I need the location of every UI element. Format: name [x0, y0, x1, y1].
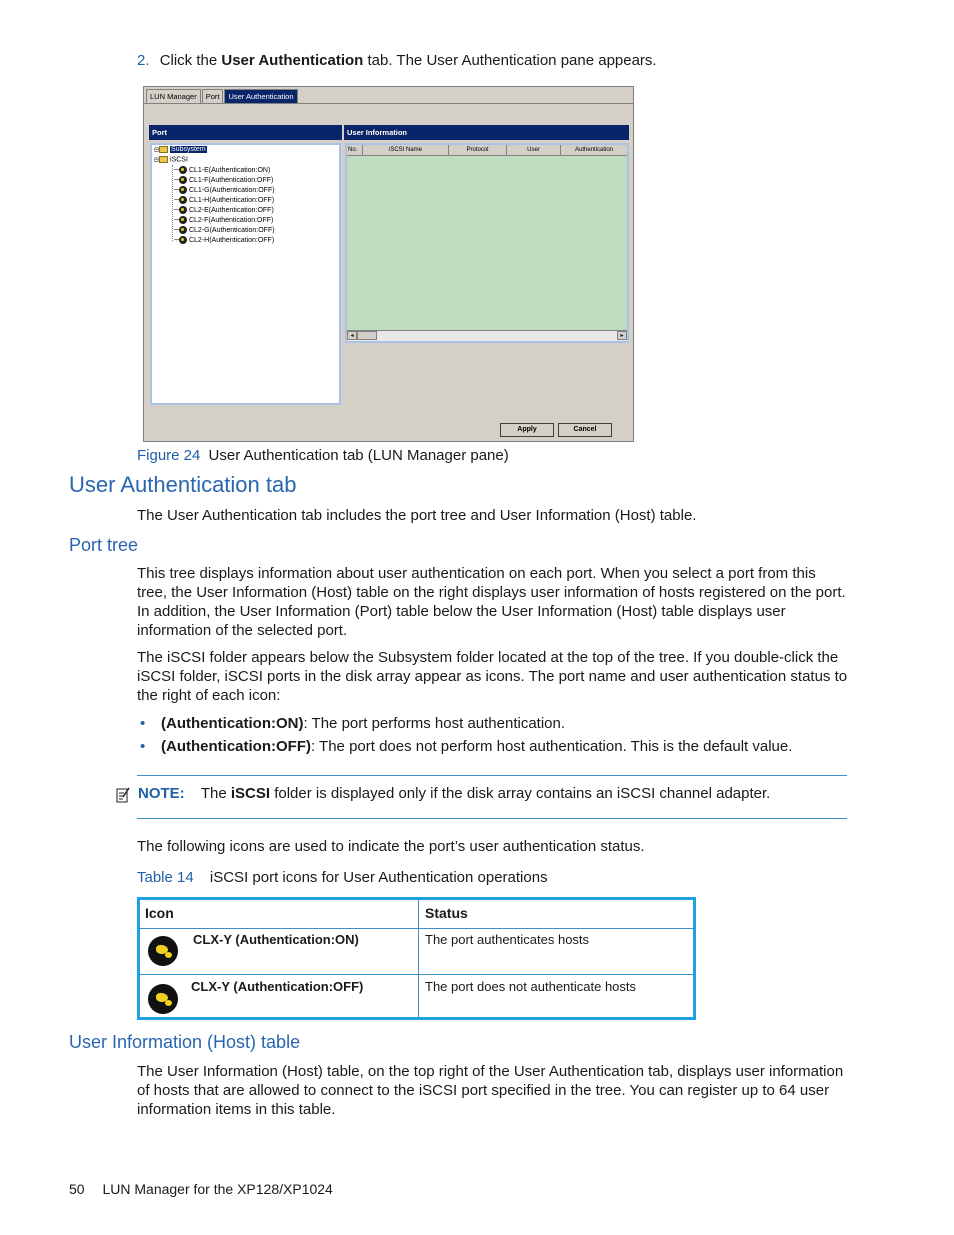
col-protocol[interactable]: Protocol: [449, 145, 507, 155]
note-rule-bottom: [137, 818, 847, 819]
step-line: [137, 51, 657, 70]
tree-port-label: CL2-G(Authentication:OFF): [188, 226, 275, 234]
tree-port[interactable]: ─ CL2-E(Authentication:OFF): [174, 206, 274, 214]
col-user[interactable]: User: [507, 145, 561, 155]
note-bold: iSCSI: [230, 785, 271, 802]
user-info-pane-title: User Information: [344, 125, 629, 140]
tree-port[interactable]: ─ CL2-G(Authentication:OFF): [174, 226, 275, 234]
figure-label: Figure 24: [137, 447, 201, 464]
step-number: 2.: [137, 52, 150, 69]
col-iscsi-name[interactable]: iSCSI Name: [363, 145, 449, 155]
footer-title: LUN Manager for the XP128/XP1024: [102, 1181, 333, 1197]
port-tree-para2: [137, 648, 857, 705]
page-number: 50: [69, 1181, 85, 1197]
note-icon: [116, 787, 130, 803]
step-text-post: tab. The User Authentication pane appears.: [363, 52, 657, 69]
step-text-bold: User Authentication: [221, 52, 364, 69]
text-line: tree, the User Information (Host) table on the right displays user information of hosts registered on the port.: [137, 584, 846, 601]
scroll-left-icon[interactable]: ◂: [347, 331, 357, 340]
tree-port-label: CL2-E(Authentication:OFF): [188, 206, 274, 214]
text-line: iSCSI folder, iSCSI ports in the disk array appear as icons. The port name and user authentication status to: [137, 668, 848, 685]
header-divider: [140, 928, 693, 929]
port-tree-title: Port tree: [69, 535, 139, 555]
user-info-grid[interactable]: [345, 143, 629, 343]
port-icon: [179, 166, 187, 174]
port-tree[interactable]: [150, 143, 341, 405]
text-line: the right of each icon:: [137, 687, 281, 704]
text-line: The iSCSI folder appears below the Subsystem folder located at the top of the tree. If you double-click the: [137, 649, 839, 666]
auth-off-port-icon: [148, 984, 178, 1014]
section-title: User Authentication tab: [69, 472, 297, 497]
tree-port-label: CL2-F(Authentication:OFF): [188, 216, 274, 224]
page-footer: [69, 1180, 333, 1199]
tree-port[interactable]: ─ CL1-G(Authentication:OFF): [174, 186, 275, 194]
col-authentication[interactable]: Authentication: [574, 147, 614, 153]
step-text-pre: Click the: [159, 52, 222, 69]
row-divider: [140, 974, 693, 975]
tree-folder-label: iSCSI: [170, 156, 188, 164]
icon-table: [137, 897, 696, 1020]
section-intro: The User Authentication tab includes the port tree and User Information (Host) table.: [137, 507, 697, 524]
bullet-icon: •: [140, 715, 146, 732]
port-icon: [179, 186, 187, 194]
bullet-text: : The port performs host authentication.: [303, 715, 566, 732]
table-label: Table 14: [137, 869, 194, 886]
figure-caption: [137, 446, 509, 465]
scroll-right-icon[interactable]: ▸: [617, 331, 627, 340]
grid-header: [347, 145, 627, 156]
tree-root-label: Subsystem: [171, 146, 206, 154]
note-text: [138, 784, 770, 803]
screenshot-tabs: [146, 89, 299, 103]
bullet-bold: (Authentication:OFF): [161, 738, 311, 755]
bullet-icon: •: [140, 738, 146, 755]
bullet-text: : The port does not perform host authentication. This is the default value.: [310, 738, 793, 755]
column-divider: [418, 900, 419, 1017]
table-header-status: Status: [425, 905, 468, 921]
port-icon: [179, 176, 187, 184]
text-line: of hosts that are allowed to connect to the iSCSI port specified in the tree. You can register up to 64 user: [137, 1082, 830, 1099]
tab-lun-manager[interactable]: LUN Manager: [146, 89, 201, 103]
tree-folder[interactable]: ⊟ iSCSI: [154, 156, 188, 164]
figure-text: User Authentication tab (LUN Manager pane): [208, 447, 509, 464]
tree-port[interactable]: ─ CL1-F(Authentication:OFF): [174, 176, 274, 184]
tree-port[interactable]: ─ CL2-F(Authentication:OFF): [174, 216, 274, 224]
scroll-thumb[interactable]: [357, 331, 377, 340]
col-no[interactable]: No.: [347, 145, 363, 155]
port-pane-title: Port: [149, 125, 342, 140]
tab-divider: [144, 103, 633, 104]
bullet-item: [140, 737, 793, 756]
tree-root[interactable]: ⊟ Subsystem: [154, 146, 206, 154]
tree-port-label: CL1-G(Authentication:OFF): [188, 186, 275, 194]
text-line: information items in this table.: [137, 1101, 336, 1118]
tree-port-label: CL2-H(Authentication:OFF): [188, 236, 275, 244]
auth-on-port-icon: [148, 936, 178, 966]
bullet-bold: (Authentication:ON): [161, 715, 304, 732]
table-row-status: The port authenticates hosts: [425, 932, 590, 947]
table-caption: [137, 868, 548, 887]
note-pre: The: [200, 785, 231, 802]
table-header-icon: Icon: [145, 905, 174, 921]
table-row-label: CLX-Y (Authentication:OFF): [191, 979, 364, 994]
text-line: The User Information (Host) table, on the top right of the User Authentication tab, displays user information: [137, 1063, 844, 1080]
apply-button[interactable]: Apply: [500, 423, 554, 437]
table-caption-text: iSCSI port icons for User Authentication operations: [209, 869, 548, 886]
text-line: This tree displays information about user authentication on each port. When you select a port from this: [137, 565, 816, 582]
tree-port[interactable]: ─ CL1-H(Authentication:OFF): [174, 196, 275, 204]
horizontal-scrollbar[interactable]: [347, 330, 627, 341]
table-row-label: CLX-Y (Authentication:ON): [193, 932, 359, 947]
folder-icon: [159, 156, 168, 163]
host-table-para: [137, 1062, 857, 1119]
tree-port[interactable]: ─ CL2-H(Authentication:OFF): [174, 236, 275, 244]
port-icon: [179, 196, 187, 204]
port-icon: [179, 236, 187, 244]
note-post: folder is displayed only if the disk array contains an iSCSI channel adapter.: [270, 785, 771, 802]
port-icon: [179, 226, 187, 234]
text-line: information of the selected port.: [137, 622, 348, 639]
tree-port-label: CL1-H(Authentication:OFF): [188, 196, 275, 204]
tree-port-label: CL1-E(Authentication:ON): [188, 166, 271, 174]
port-icon: [179, 216, 187, 224]
tab-user-authentication[interactable]: User Authentication: [224, 89, 297, 103]
tree-port-label: CL1-F(Authentication:OFF): [188, 176, 274, 184]
tree-port[interactable]: ─ CL1-E(Authentication:ON): [174, 166, 271, 174]
port-tree-para1: [137, 564, 857, 640]
cancel-button[interactable]: Cancel: [558, 423, 612, 437]
port-icon: [179, 206, 187, 214]
icons-intro: The following icons are used to indicate the port’s user authentication status.: [137, 838, 645, 855]
text-line: In addition, the User Information (Port) table below the User Information (Host) table displays user: [137, 603, 786, 620]
bullet-item: [140, 714, 566, 733]
host-table-title: User Information (Host) table: [69, 1032, 301, 1052]
ui-screenshot: [143, 86, 634, 442]
note-label: NOTE:: [138, 785, 185, 802]
tab-port[interactable]: Port: [202, 89, 224, 103]
folder-icon: [159, 146, 168, 153]
table-row-status: The port does not authenticate hosts: [425, 979, 637, 994]
note-rule-top: [137, 775, 847, 776]
